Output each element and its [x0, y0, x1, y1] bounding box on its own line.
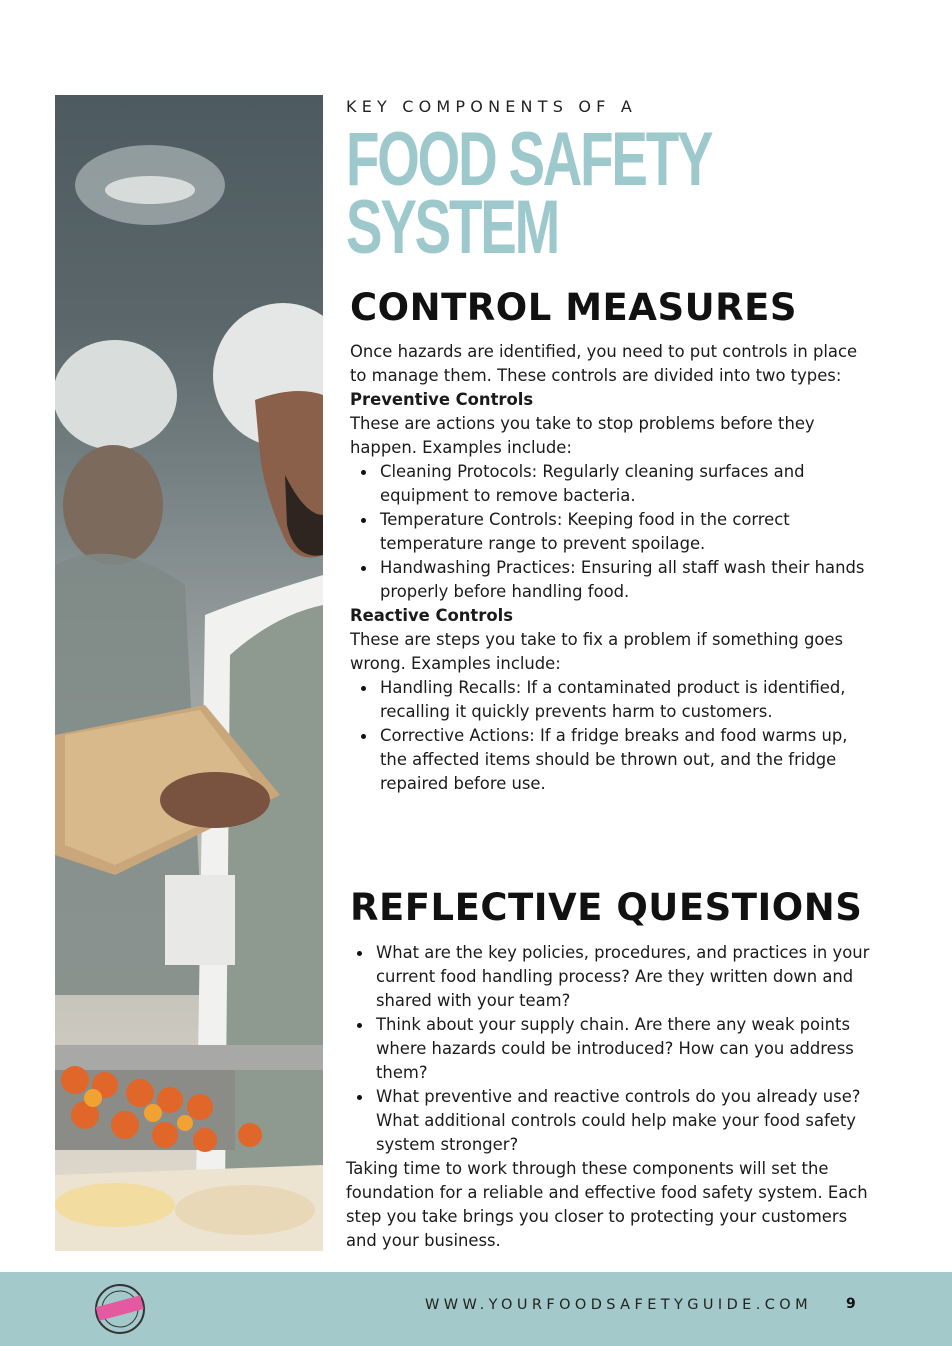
- list-item: What are the key policies, procedures, and practices in your current food handling process? Are they written down and shared with your team?: [346, 941, 878, 1013]
- preventive-controls-subheading: Preventive Controls: [350, 390, 534, 409]
- reactive-controls-intro: These are steps you take to fix a problem if something goes wrong. Examples include:: [350, 630, 843, 673]
- reactive-controls-subheading: Reactive Controls: [350, 606, 513, 625]
- list-item: Think about your supply chain. Are there any weak points where hazards could be introduced? How can you address them?: [346, 1013, 878, 1085]
- control-measures-section: [350, 340, 870, 796]
- website-url: WWW.YOURFOODSAFETYGUIDE.COM: [425, 1297, 812, 1313]
- reflective-questions-list: [346, 941, 878, 1157]
- list-item: Handling Recalls: If a contaminated product is identified, recalling it quickly prevents harm to customers.: [350, 676, 870, 724]
- control-measures-heading: CONTROL MEASURES: [350, 286, 798, 329]
- list-item: Temperature Controls: Keeping food in the correct temperature range to prevent spoilage.: [350, 508, 870, 556]
- footer-band: [0, 1272, 952, 1346]
- list-item: Corrective Actions: If a fridge breaks and food warms up, the affected items should be thrown out, and the fridge repaired before use.: [350, 724, 870, 796]
- page-number: 9: [846, 1296, 856, 1312]
- food-safety-stamp-icon: [93, 1282, 147, 1336]
- list-item: Cleaning Protocols: Regularly cleaning surfaces and equipment to remove bacteria.: [350, 460, 870, 508]
- control-measures-intro: Once hazards are identified, you need to put controls in place to manage them. These controls are divided into two types:: [350, 342, 858, 385]
- page-title: [346, 117, 712, 270]
- closing-paragraph: Taking time to work through these components will set the foundation for a reliable and effective food safety system. Each step you take brings you closer to protecting your customers and your business.: [346, 1159, 868, 1250]
- reflective-questions-section: [346, 941, 878, 1253]
- list-item: What preventive and reactive controls do you already use? What additional controls could help make your food safety system stronger?: [346, 1085, 878, 1157]
- preventive-controls-intro: These are actions you take to stop problems before they happen. Examples include:: [350, 414, 815, 457]
- reactive-controls-list: [350, 676, 870, 796]
- list-item: Handwashing Practices: Ensuring all staff wash their hands properly before handling food.: [350, 556, 870, 604]
- title-line-1: FOOD SAFETY: [346, 117, 712, 202]
- reflective-questions-heading: REFLECTIVE QUESTIONS: [350, 886, 863, 929]
- preventive-controls-list: [350, 460, 870, 604]
- kitchen-chef-photo: [55, 95, 323, 1251]
- title-line-2: SYSTEM: [346, 185, 559, 270]
- kicker-text: KEY COMPONENTS OF A: [346, 97, 637, 116]
